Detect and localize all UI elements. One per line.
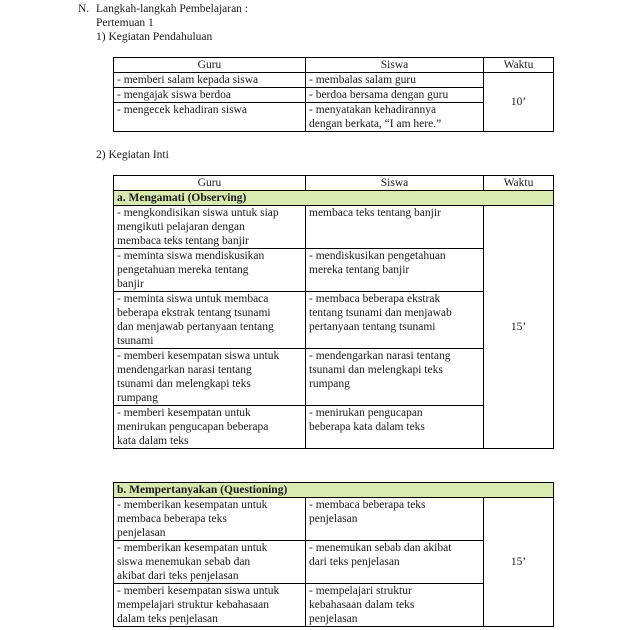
pendahuluan-table [113,57,554,132]
inti-table-questioning [113,482,554,627]
header-siswa: Siswa [306,58,484,73]
siswa-cell: - mendiskusikan pengetahuan mereka tentang banjir [306,249,484,292]
guru-cell: - meminta siswa mendiskusikan pengetahuan mereka tentang banjir [114,249,306,292]
header-waktu: Waktu [484,176,554,191]
section-marker: N. [78,3,90,15]
table-row [114,498,554,541]
header-guru: Guru [114,58,306,73]
guru-cell: - memberikan kesempatan untuk membaca beberapa teks penjelasan [114,498,306,541]
header-waktu: Waktu [484,58,554,73]
siswa-cell: - menemukan sebab dan akibat dari teks penjelasan [306,541,484,584]
siswa-cell: - berdoa bersama dengan guru [306,88,484,103]
section-questioning: b. Mempertanyakan (Questioning) [114,483,554,498]
siswa-cell: - membaca beberapa teks penjelasan [306,498,484,541]
siswa-cell: - membaca beberapa ekstrak tentang tsunami dan menjawab pertanyaan tentang tsunami [306,292,484,349]
guru-cell: - memberi kesempatan siswa untuk mendengarkan narasi tentang tsunami dan melengkapi teks rumpang [114,349,306,406]
siswa-cell: - menirukan pengucapan beberapa kata dalam teks [306,406,484,449]
guru-cell: - meminta siswa untuk membaca beberapa ekstrak tentang tsunami dan menjawab pertanyaan tentang tsunami [114,292,306,349]
guru-cell: - memberikan kesempatan untuk siswa menemukan sebab dan akibat dari teks penjelasan [114,541,306,584]
table-row [114,206,554,249]
inti-table-observing [113,175,554,449]
waktu-cell: 10’ [484,73,554,132]
siswa-cell: - menyatakan kehadirannya dengan berkata, “I am here.” [306,103,484,132]
heading-title: Langkah-langkah Pembelajaran : [96,3,248,15]
table-row [114,73,554,88]
siswa-cell: membaca teks tentang banjir [306,206,484,249]
waktu-cell: 15’ [484,498,554,627]
siswa-cell: - membalas salam guru [306,73,484,88]
heading-subtitle: Pertemuan 1 [96,17,154,29]
guru-cell: - memberi salam kepada siswa [114,73,306,88]
section-observing: a. Mengamati (Observing) [114,191,554,206]
guru-cell: - mengkondisikan siswa untuk siap mengikuti pelajaran dengan membaca teks tentang banjir [114,206,306,249]
waktu-cell: 15’ [484,206,554,449]
guru-cell: - mengajak siswa berdoa [114,88,306,103]
pendahuluan-label: 1) Kegiatan Pendahuluan [96,31,213,43]
guru-cell: - memberi kesempatan untuk menirukan pengucapan beberapa kata dalam teks [114,406,306,449]
siswa-cell: - mempelajari struktur kebahasaan dalam teks penjelasan [306,584,484,627]
inti-label: 2) Kegiatan Inti [96,149,169,161]
siswa-cell: - mendengarkan narasi tentang tsunami dan melengkapi teks rumpang [306,349,484,406]
guru-cell: - memberi kesempatan siswa untuk mempelajari struktur kebahasaan dalam teks penjelasan [114,584,306,627]
guru-cell: - mengecek kehadiran siswa [114,103,306,132]
header-siswa: Siswa [306,176,484,191]
header-guru: Guru [114,176,306,191]
